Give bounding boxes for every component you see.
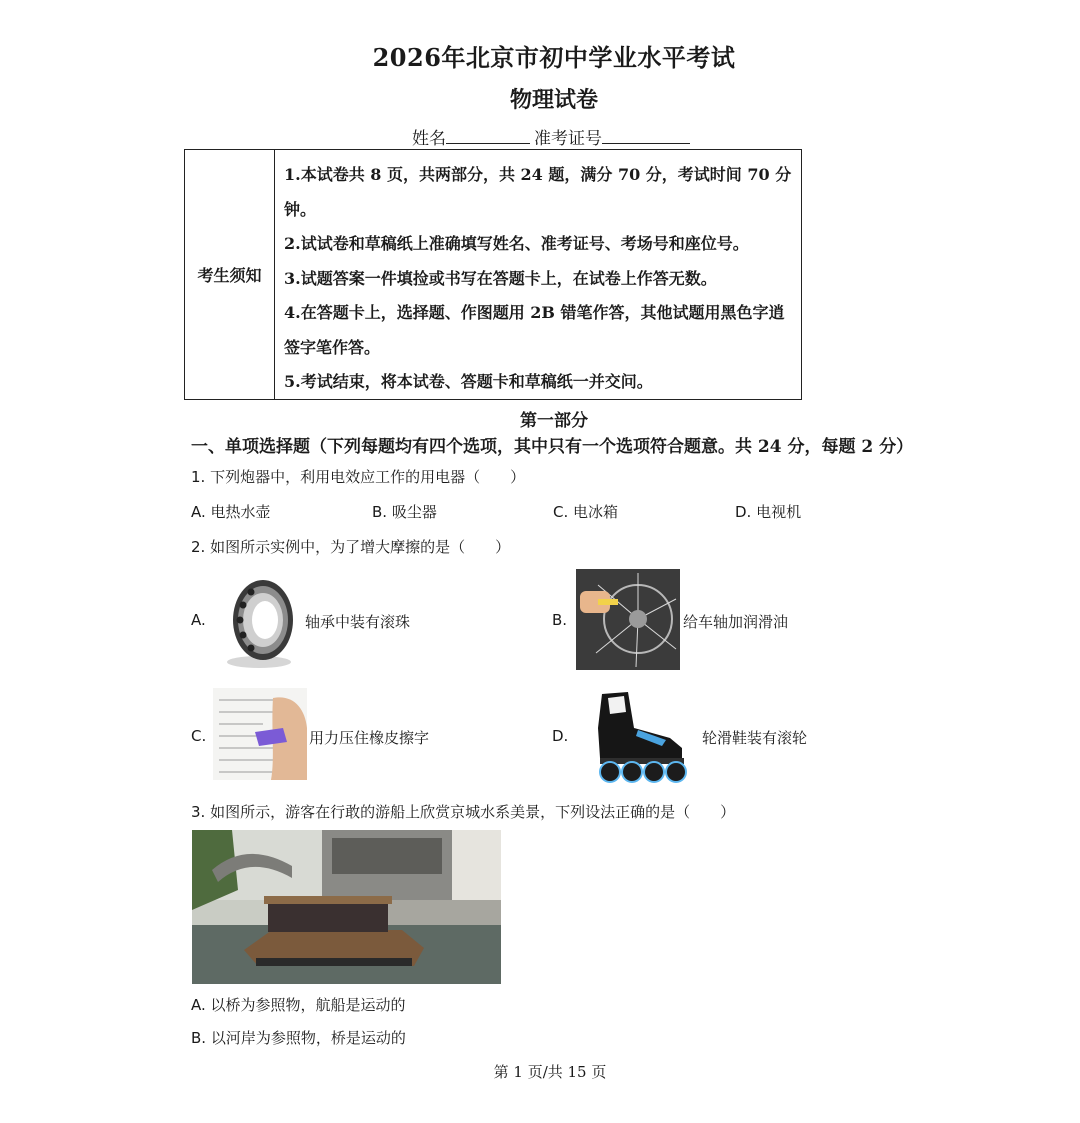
instructions-list [284, 158, 798, 400]
instruction-item: 4.在答题卡上，选择题、作图题用 2B 错笔作答，其他试题用黑色字逍签字笔作答。 [284, 303, 785, 357]
q2-stem: 2. 如图所示实例中，为了增大摩擦的是（ ） [191, 538, 511, 556]
eraser-image [213, 688, 307, 780]
instructions-heading: 考生须知 [185, 150, 275, 399]
q3-stem: 3. 如图所示，游客在行敢的游船上欣赏京城水系美景，下列设法正确的是（ ） [191, 803, 736, 821]
q1-stem: 1. 下列炮器中，利用电效应工作的用电器（ ） [191, 468, 526, 486]
section-title: 一、单项选择题（下列每题均有四个选项，其中只有一个选项符合题意。共 24 分，每题 2 分） [191, 437, 914, 457]
instructions-box [184, 149, 802, 400]
exam-id-label: 准考证号 [534, 129, 602, 149]
q2-option-d-letter: D. [552, 727, 569, 745]
exam-id-blank [602, 128, 690, 144]
q2-option-b-text: 给车轴加润滑油 [683, 613, 789, 631]
q3-option-b: B. 以河岸为参照物，桥是运动的 [191, 1029, 406, 1047]
q2-option-c-text: 用力压住橡皮擦字 [309, 729, 430, 747]
candidate-info [412, 124, 690, 149]
q1-option-b: B. 吸尘器 [372, 503, 437, 521]
name-blank [446, 128, 530, 144]
q3-option-a: A. 以桥为参照物，航船是运动的 [191, 996, 406, 1014]
instruction-item: 2.试试卷和草稿纸上准确填写姓名、准考证号、考场号和座位号。 [284, 234, 749, 253]
q2-option-a-letter: A. [191, 611, 206, 629]
q1-option-d: D. 电视机 [735, 503, 802, 521]
instruction-item: 5.考试结束，将本试卷、答题卡和草稿纸一并交问。 [284, 372, 653, 391]
part-title: 第一部分 [520, 411, 588, 431]
page-footer: 第 1 页/共 15 页 [493, 1063, 607, 1081]
q1-option-c: C. 电冰箱 [553, 503, 619, 521]
q2-option-b-letter: B. [552, 611, 568, 629]
q2-option-a-text: 轴承中装有滚珠 [305, 613, 411, 631]
q1-option-a: A. 电热水壶 [191, 503, 271, 521]
q2-option-c-letter: C. [191, 727, 207, 745]
bearing-image [221, 570, 297, 670]
exam-title: 2026年北京市初中学业水平考试 [372, 43, 736, 72]
instruction-item: 3.试题答案一件填捡或书写在答题卡上，在试卷上作答无数。 [284, 268, 717, 288]
canal-boat-photo [192, 830, 501, 984]
name-label: 姓名 [412, 129, 446, 149]
exam-subtitle: 物理试卷 [509, 87, 598, 113]
instruction-item: 1.本试卷共 8 页，共两部分，共 24 题，满分 70 分，考试时间 70 分钟。 [284, 165, 792, 219]
bicycle-hub-image [576, 569, 680, 670]
roller-skate-image [578, 688, 698, 786]
q2-option-d-text: 轮滑鞋装有滚轮 [702, 729, 808, 747]
